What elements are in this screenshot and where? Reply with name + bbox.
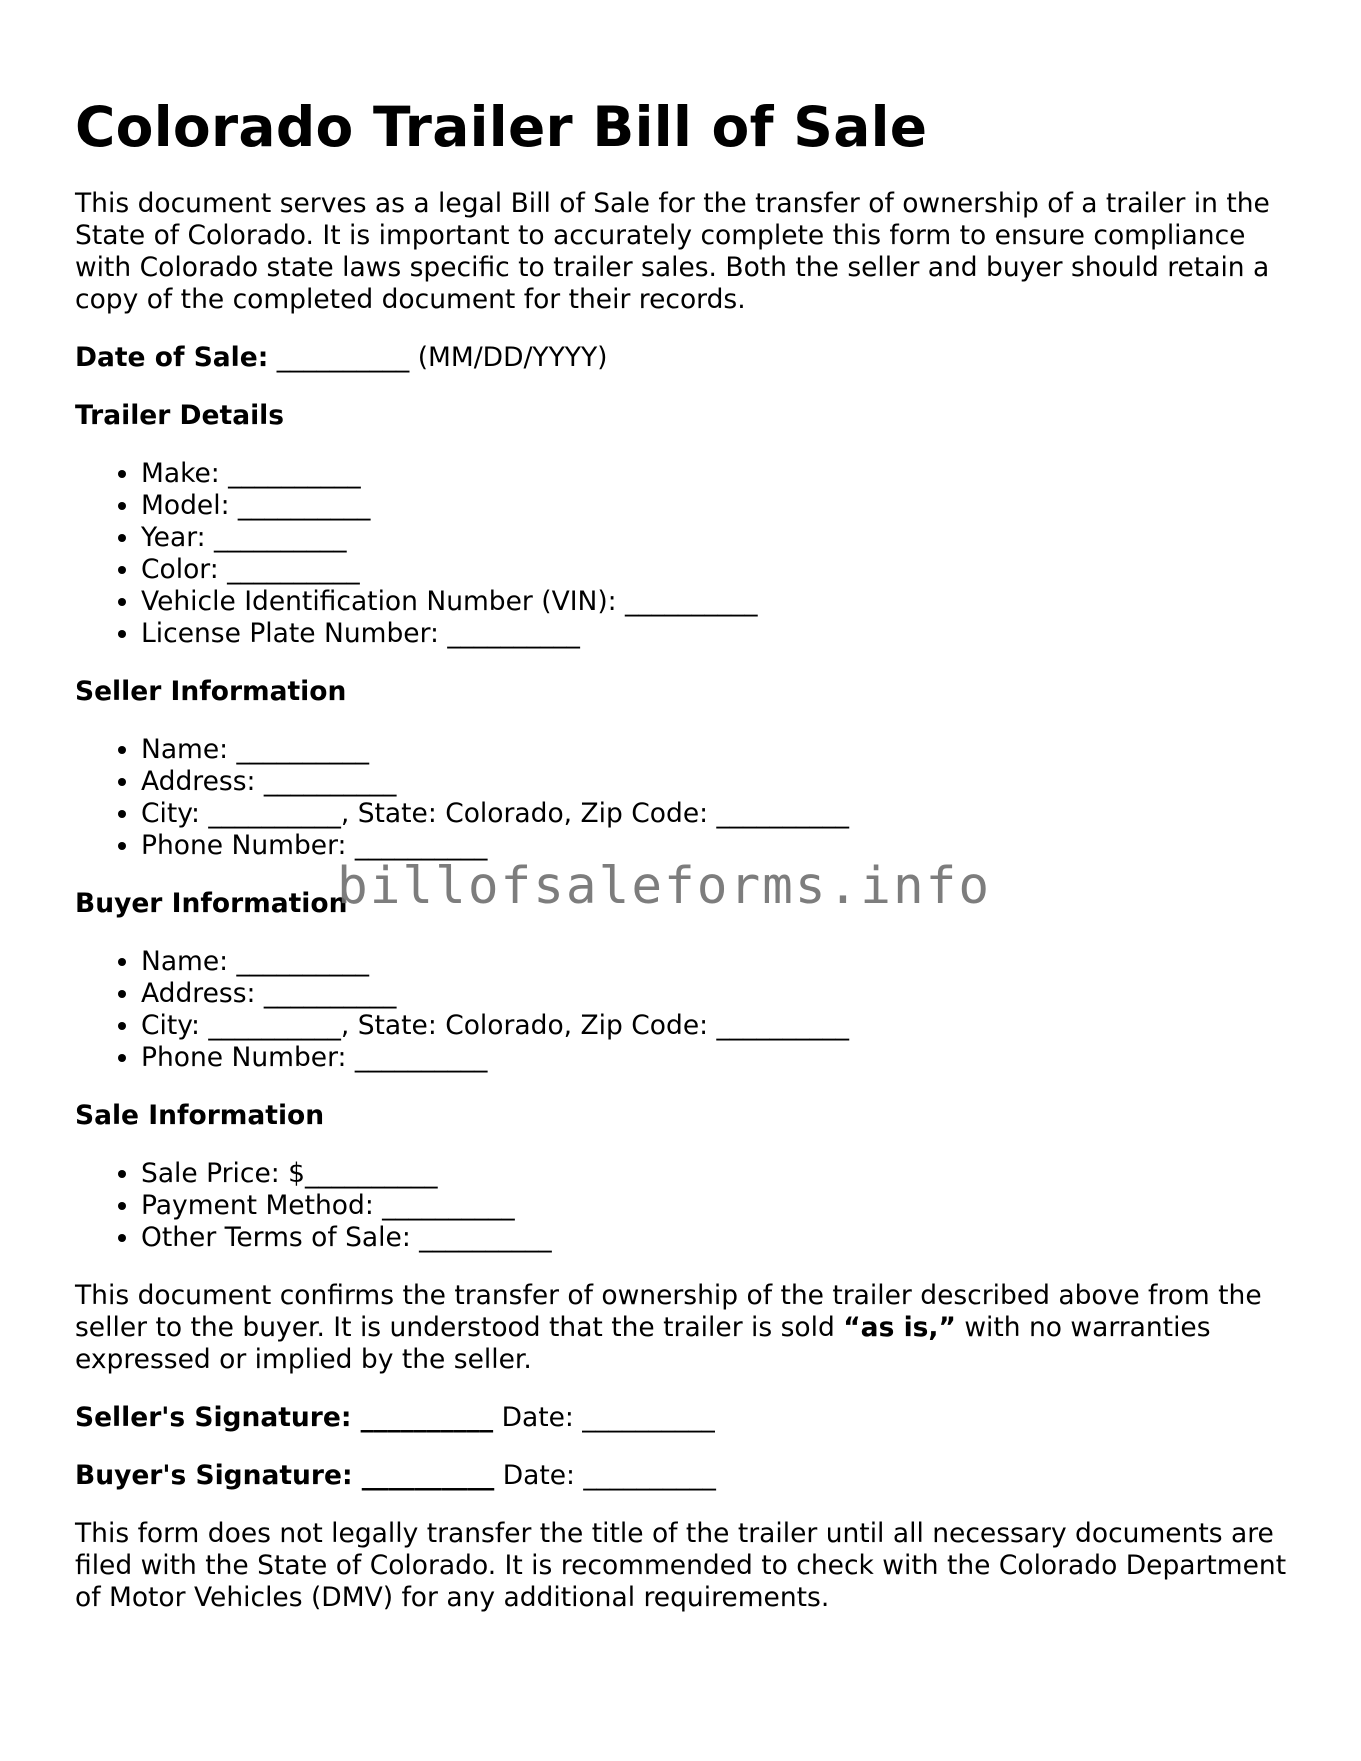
seller-information-list — [75, 734, 1290, 862]
date-of-sale-value: __________ (MM/DD/YYYY) — [268, 342, 608, 373]
watermark-text: billofsaleforms.info — [337, 857, 992, 916]
list-item: • Sale Price: $__________ — [141, 1158, 1290, 1190]
as-is-emphasis: “as is,” — [843, 1312, 956, 1343]
list-item: • City: __________, State: Colorado, Zip Code: __________ — [141, 798, 1290, 830]
document-page — [75, 0, 1290, 1614]
list-item: • Color: __________ — [141, 554, 1290, 586]
list-item: • Address: __________ — [141, 766, 1290, 798]
disclaimer-paragraph: This form does not legally transfer the title of the trailer until all necessary documents are filed with the State of Colorado. It is recommended to check with the Colorado Department of Motor Vehicles (DMV) for any additional requirements. — [75, 1518, 1287, 1613]
buyer-signature-line — [75, 1460, 1290, 1492]
list-item: • Make: __________ — [141, 458, 1290, 490]
buyer-information-list — [75, 946, 1290, 1074]
confirmation-text-start: This document confirms the transfer of ownership of the trailer described above from the seller to the buyer. It is understood that the trailer is sold — [75, 1280, 1262, 1343]
date-of-sale-line — [75, 342, 1290, 374]
buyer-signature-date: Date: __________ — [494, 1460, 716, 1491]
list-item: • Vehicle Identification Number (VIN): __________ — [141, 586, 1290, 618]
trailer-details-list — [75, 458, 1290, 650]
seller-information-heading: Seller Information — [75, 676, 347, 707]
confirmation-text-end: with no warranties expressed or implied by the seller. — [75, 1312, 1211, 1375]
date-of-sale-label: Date of Sale: — [75, 342, 269, 373]
seller-signature-label: Seller's Signature: __________ — [75, 1402, 494, 1433]
list-item: • Phone Number: __________ — [141, 1042, 1290, 1074]
seller-signature-line — [75, 1402, 1290, 1434]
list-item: • Name: __________ — [141, 946, 1290, 978]
seller-signature-date: Date: __________ — [493, 1402, 715, 1433]
list-item: • Model: __________ — [141, 490, 1290, 522]
document-title: Colorado Trailer Bill of Sale — [75, 95, 928, 159]
buyer-signature-label: Buyer's Signature: __________ — [75, 1460, 495, 1491]
list-item: • License Plate Number: __________ — [141, 618, 1290, 650]
list-item: • Name: __________ — [141, 734, 1290, 766]
confirmation-paragraph — [75, 1280, 1290, 1376]
list-item: • City: __________, State: Colorado, Zip Code: __________ — [141, 1010, 1290, 1042]
list-item: • Phone Number: __________ — [141, 830, 1290, 862]
list-item: • Other Terms of Sale: __________ — [141, 1222, 1290, 1254]
trailer-details-heading: Trailer Details — [75, 400, 285, 431]
sale-information-heading: Sale Information — [75, 1100, 325, 1131]
sale-information-list — [75, 1158, 1290, 1254]
buyer-information-heading: Buyer Information — [75, 888, 348, 919]
list-item: • Address: __________ — [141, 978, 1290, 1010]
list-item: • Year: __________ — [141, 522, 1290, 554]
intro-paragraph: This document serves as a legal Bill of Sale for the transfer of ownership of a trailer in the State of Colorado. It is important to accurately complete this form to ensure compliance with Colorado state laws specific to trailer sales. Both the seller and buyer should retain a copy of the completed document for their records. — [75, 188, 1270, 315]
list-item: • Payment Method: __________ — [141, 1190, 1290, 1222]
